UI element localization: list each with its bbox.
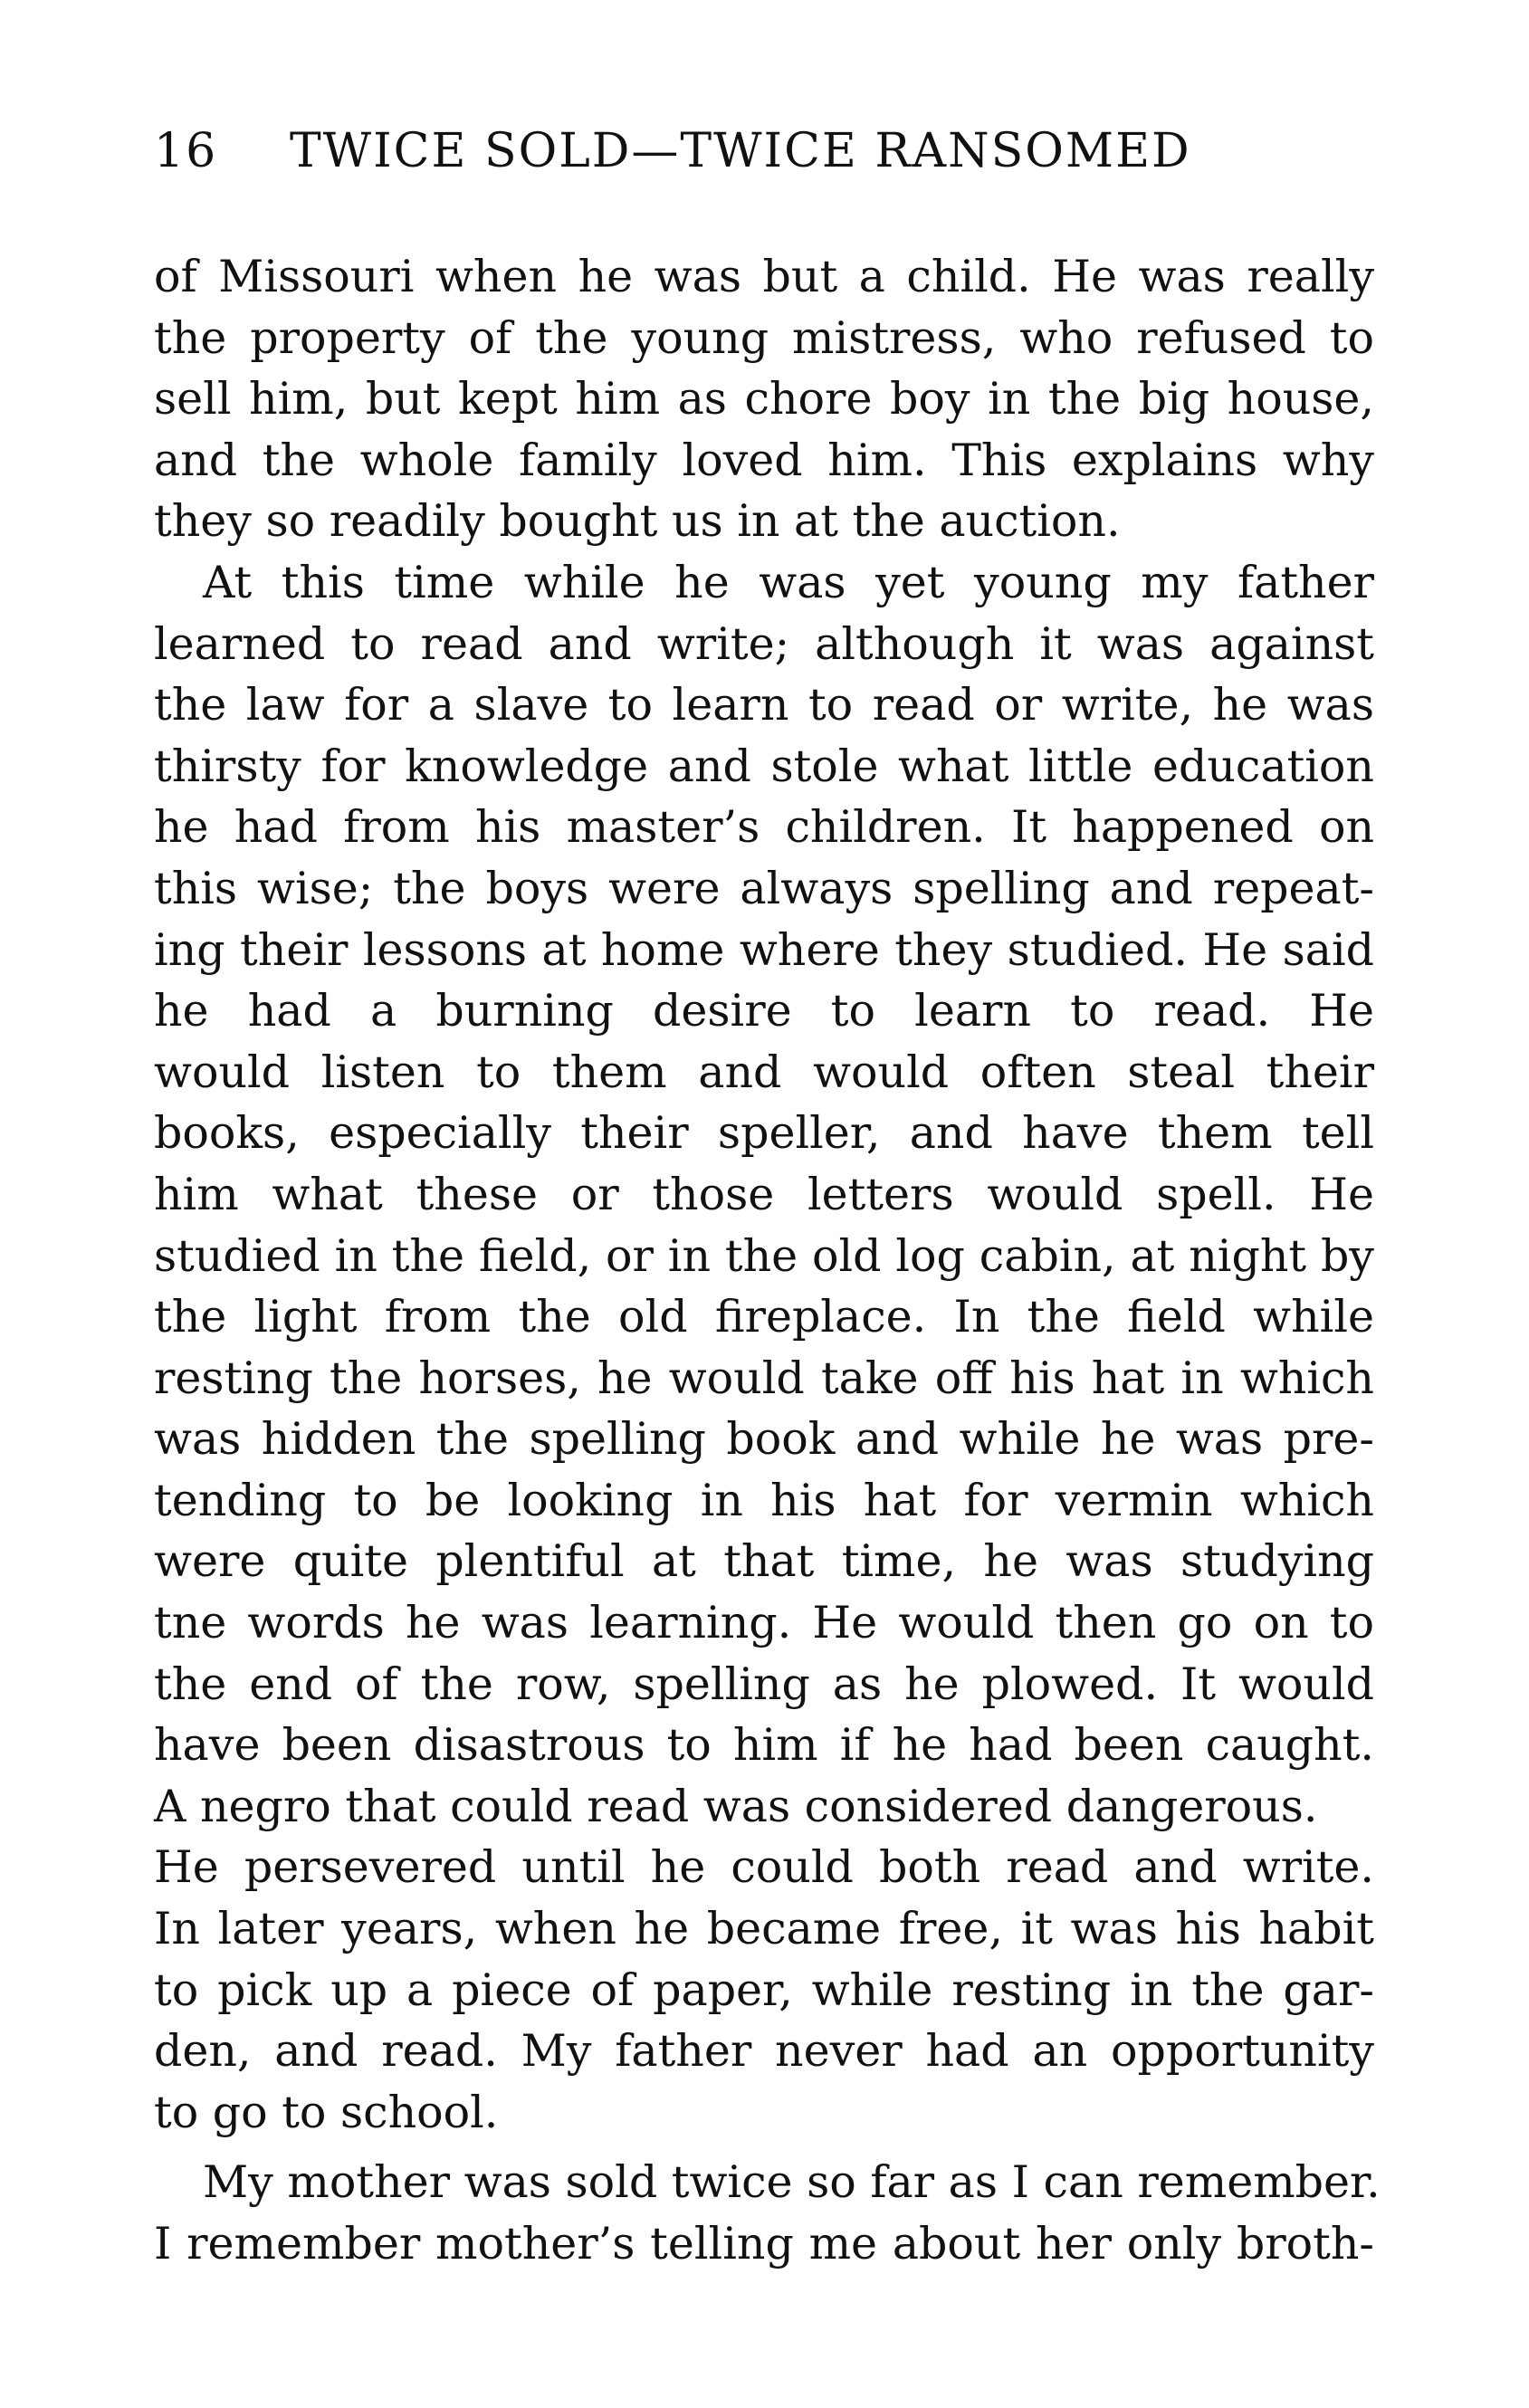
text-line: tne words he was learning. He would then go on to bbox=[154, 1597, 1374, 1649]
text-line: A negro that could read was considered dangerous. bbox=[154, 1780, 1318, 1832]
text-line: den, and read. My father never had an opportunity bbox=[154, 2025, 1374, 2078]
text-line: him what these or those letters would spell. He bbox=[154, 1168, 1374, 1220]
text-line: and the whole family loved him. This explains why bbox=[154, 434, 1374, 486]
text-line: sell him, but kept him as chore boy in the big house, bbox=[154, 373, 1374, 425]
text-line: to pick up a piece of paper, while resting in the gar- bbox=[154, 1964, 1374, 2016]
running-head bbox=[154, 119, 1376, 183]
text-line: resting the horses, he would take off his hat in which bbox=[154, 1352, 1374, 1404]
body-text bbox=[154, 246, 1381, 2275]
page-number: 16 bbox=[154, 124, 218, 178]
text-line: My mother was sold twice so far as I can remember. bbox=[203, 2156, 1381, 2209]
text-line: the end of the row, spelling as he plowed. It would bbox=[154, 1658, 1374, 1710]
text-line: he had a burning desire to learn to read. He bbox=[154, 985, 1374, 1037]
text-line: studied in the field, or in the old log cabin, at night by bbox=[154, 1229, 1374, 1282]
text-line: the light from the old fireplace. In the field while bbox=[154, 1291, 1374, 1343]
text-line: have been disastrous to him if he had been caught. bbox=[154, 1719, 1374, 1772]
text-line: He persevered until he could both read and write. bbox=[154, 1841, 1374, 1894]
text-line: books, especially their speller, and have them tell bbox=[154, 1107, 1374, 1160]
text-line: learned to read and write; although it was against bbox=[154, 617, 1374, 670]
text-line: would listen to them and would often steal their bbox=[154, 1046, 1374, 1098]
text-line: he had from his master’s children. It happened on bbox=[154, 801, 1374, 854]
text-line: I remember mother’s telling me about her only broth- bbox=[154, 2218, 1374, 2269]
text-line: they so readily bought us in at the auction. bbox=[154, 495, 1121, 548]
text-line: the law for a slave to learn to read or write, he was bbox=[154, 679, 1374, 731]
text-line: the property of the young mistress, who refused to bbox=[154, 311, 1374, 364]
text-line: was hidden the spelling book and while he was pre- bbox=[154, 1413, 1374, 1466]
text-line: of Missouri when he was but a child. He was really bbox=[154, 251, 1374, 302]
text-line: to go to school. bbox=[154, 2086, 499, 2138]
paragraph-gap bbox=[154, 2143, 1374, 2152]
text-line: tending to be looking in his hat for vermin which bbox=[154, 1474, 1374, 1526]
text-line: thirsty for knowledge and stole what little education bbox=[154, 740, 1374, 792]
text-line: this wise; the boys were always spelling and repeat- bbox=[154, 862, 1374, 914]
book-title: TWICE SOLD—TWICE RANSOMED bbox=[290, 124, 1191, 178]
text-line: In later years, when he became free, it was his habit bbox=[154, 1903, 1374, 1955]
text-line: ing their lessons at home where they studied. He said bbox=[154, 923, 1374, 976]
text-line: At this time while he was yet young my father bbox=[203, 556, 1374, 608]
text-line: were quite plentiful at that time, he was studying bbox=[154, 1535, 1374, 1588]
